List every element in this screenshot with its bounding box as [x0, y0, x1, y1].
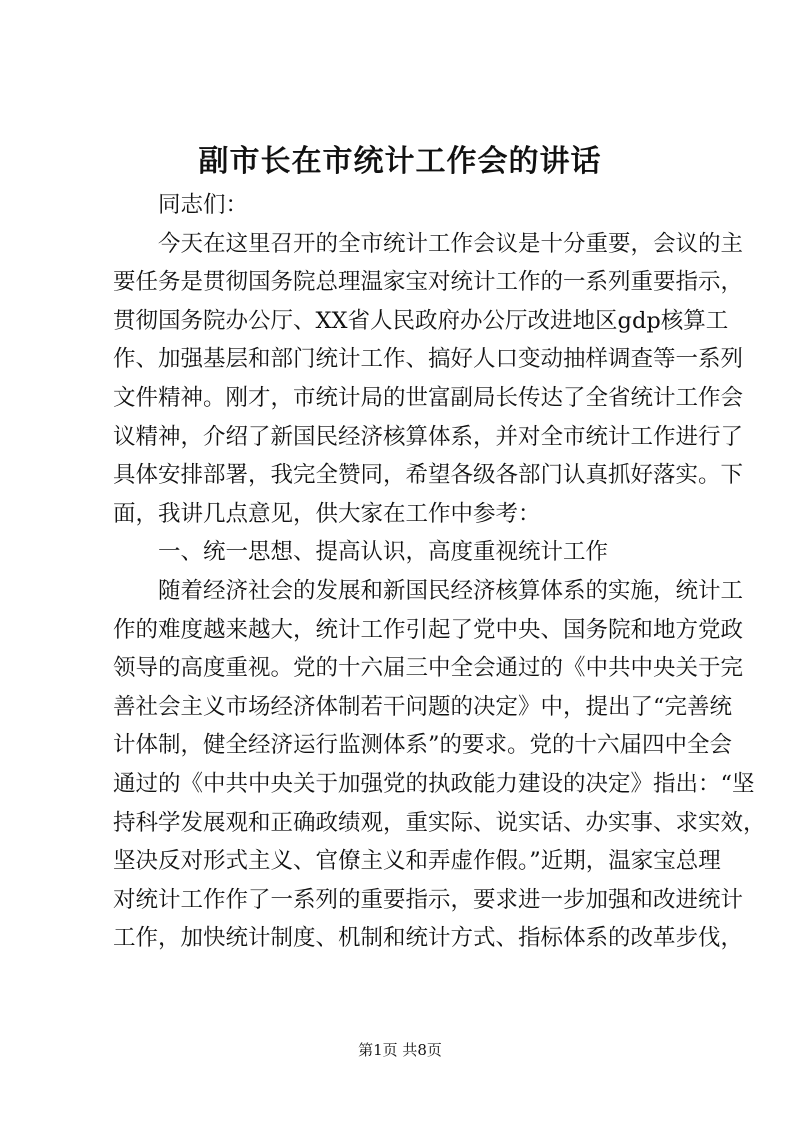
body-line: 工作，加快统计制度、机制和统计方式、指标体系的改革步伐，: [113, 925, 744, 952]
body-line: 计体制，健全经济运行监测体系”的要求。党的十六届四中全会: [113, 732, 733, 759]
body-line: 领导的高度重视。党的十六届三中全会通过的《中共中央关于完: [113, 655, 744, 682]
body-line: 今天在这里召开的全市统计工作会议是十分重要，会议的主: [158, 230, 744, 257]
body-line: 具体安排部署，我完全赞同，希望各级各部门认真抓好落实。下: [113, 462, 744, 489]
body-line: 随着经济社会的发展和新国民经济核算体系的实施，统计工: [158, 577, 744, 604]
page-number-footer: 第1页 共8页: [358, 1041, 442, 1059]
body-line: 作的难度越来越大，统计工作引起了党中央、国务院和地方党政: [113, 616, 744, 643]
document-body: [113, 186, 766, 958]
body-line: 善社会主义市场经济体制若干问题的决定》中，提出了“完善统: [113, 693, 733, 720]
body-line: 作、加强基层和部门统计工作、搞好人口变动抽样调查等一系列: [113, 346, 744, 373]
body-line: 议精神，介绍了新国民经济核算体系，并对全市统计工作进行了: [113, 423, 744, 450]
body-line: 贯彻国务院办公厅、XX省人民政府办公厅改进地区gdp核算工: [113, 307, 729, 334]
document-title: 副市长在市统计工作会的讲话: [198, 144, 602, 179]
section-heading: 一、统一思想、提高认识，高度重视统计工作: [158, 539, 609, 566]
body-line: 对统计工作作了一系列的重要指示，要求进一步加强和改进统计: [113, 886, 744, 913]
body-line: 坚决反对形式主义、官僚主义和弄虚作假。”近期，温家宝总理: [113, 848, 721, 875]
salutation-line: 同志们：: [158, 192, 249, 218]
body-line: 持科学发展观和正确政绩观，重实际、说实话、办实事、求实效，: [113, 809, 766, 836]
body-line: 文件精神。刚才，市统计局的世富副局长传达了全省统计工作会: [113, 384, 744, 411]
body-line: 面，我讲几点意见，供大家在工作中参考：: [113, 500, 541, 527]
body-line: 通过的《中共中央关于加强党的执政能力建设的决定》指出：“坚: [113, 770, 755, 797]
body-line: 要任务是贯彻国务院总理温家宝对统计工作的一系列重要指示，: [113, 269, 744, 296]
